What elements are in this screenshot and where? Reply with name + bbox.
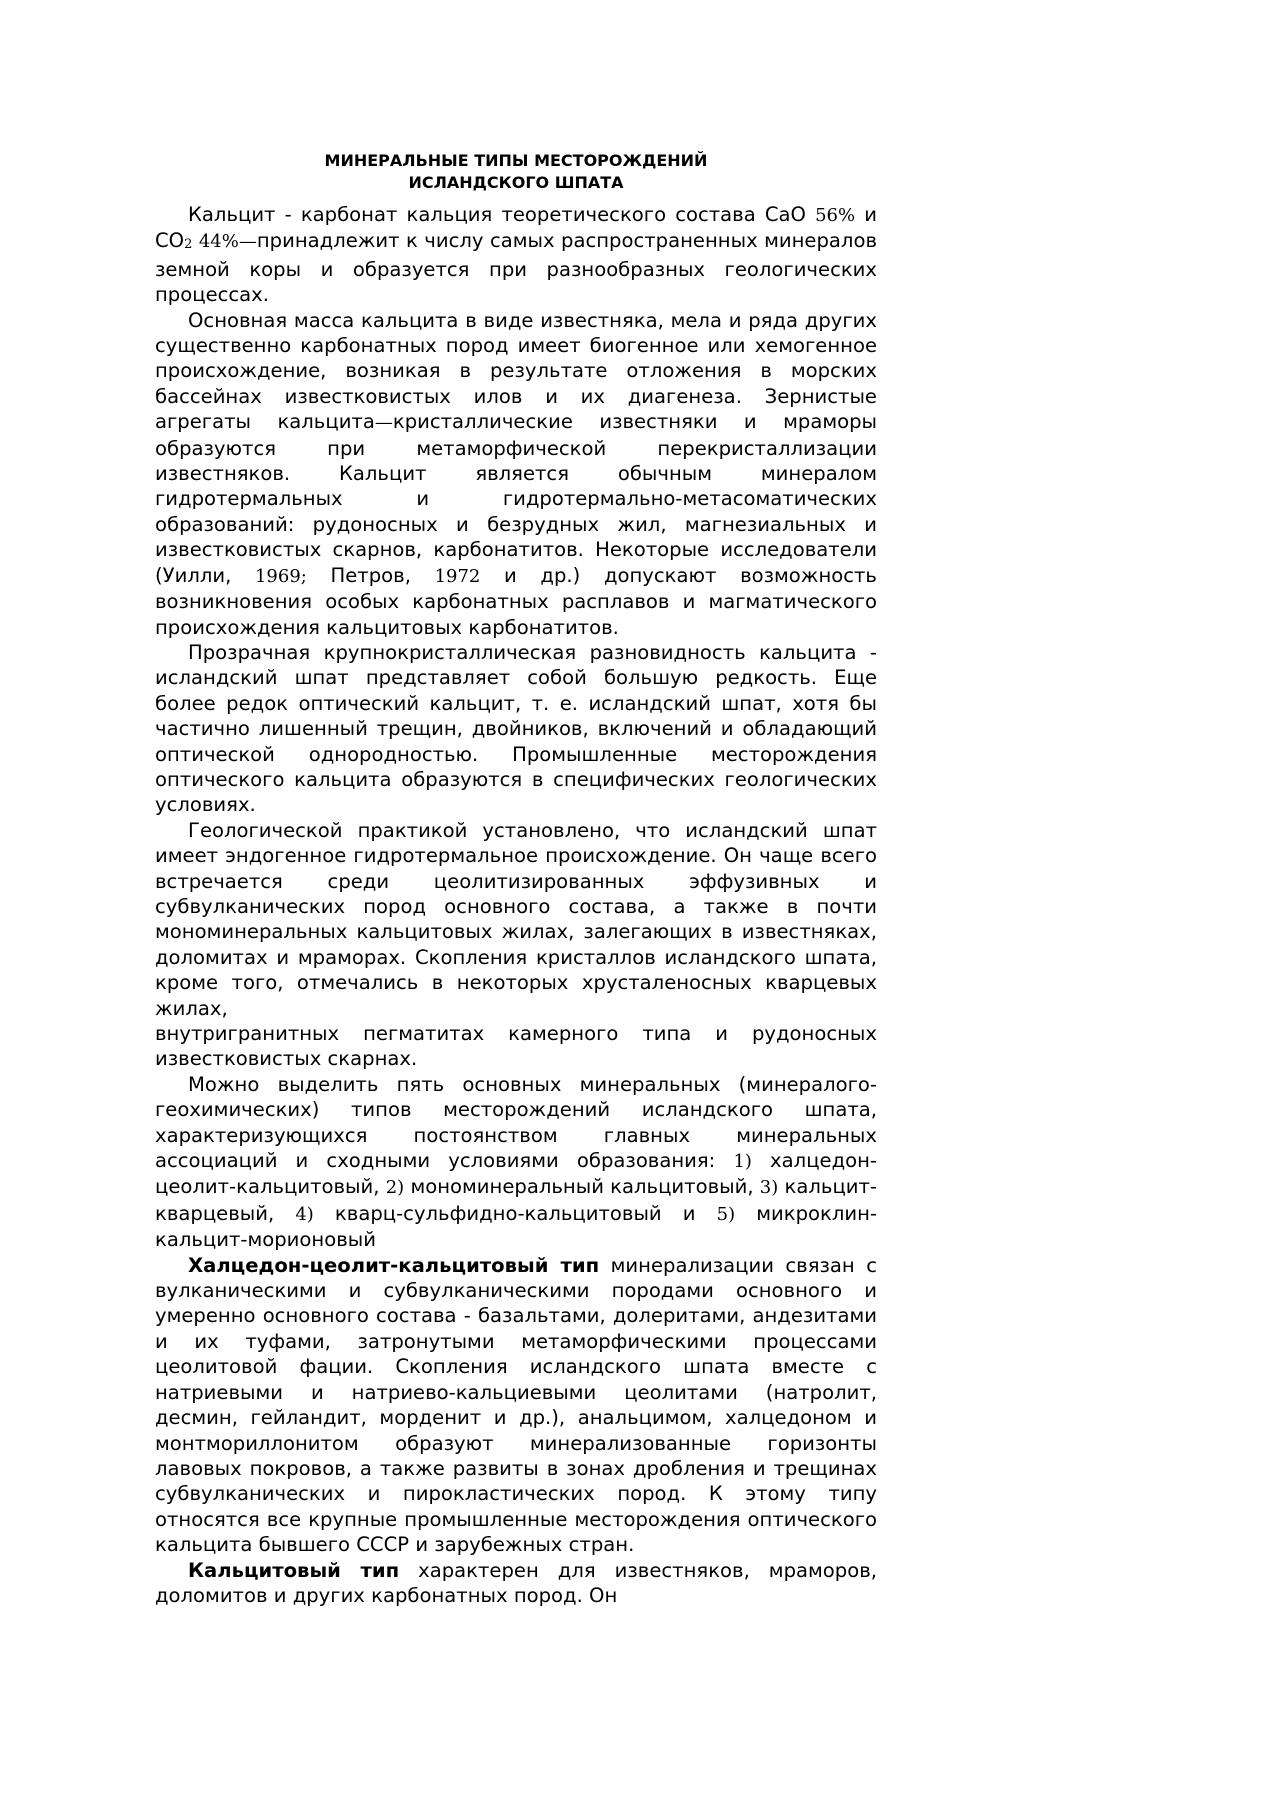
p5-text-d: кальцит-кварцевый, bbox=[155, 1175, 877, 1225]
p1-text-a: Кальцит - карбонат кальция теоретического состава CaO bbox=[188, 203, 816, 226]
p2-text-a: Основная масса кальцита в виде известняка, мела и ряда других существенно карбонатных пород имеет биогенное или хемогенное происхождение, возникая в результате отложения в морских бассейнах известковистых илов и их диагенеза. Зернистые агрегаты кальцита bbox=[155, 308, 877, 434]
p1-text-d: принадлежит к числу самых распространенных минералов земной коры и образуется при разнообразных геологических процессах. bbox=[155, 229, 877, 307]
paragraph-1 bbox=[155, 202, 877, 308]
paragraph-2 bbox=[155, 308, 877, 640]
p5-text-b: халцедон-цеолит-кальцитовый, bbox=[155, 1149, 877, 1199]
p2-text-c: Петров, bbox=[306, 563, 435, 587]
title-line-2: ИСЛАНДСКОГО ШПАТА bbox=[408, 173, 624, 192]
p2-dash: — bbox=[374, 412, 393, 434]
paragraph-4 bbox=[155, 818, 877, 1072]
p5-num-1: 1) bbox=[733, 1151, 752, 1173]
paragraph-6 bbox=[155, 1253, 877, 1558]
document-page bbox=[155, 150, 877, 1608]
p5-text-f: микроклин-кальцит-морионовый bbox=[155, 1201, 877, 1252]
p5-text-a: Можно выделить пять основных минеральных (минералого-геохимических) типов месторождений исландского шпата, характеризующихся постоянством главных минеральных ассоциаций и сходными условиями образования: bbox=[155, 1072, 877, 1173]
p1-co2-percent: 44%— bbox=[198, 231, 257, 253]
document-title bbox=[155, 150, 877, 194]
p6-text: минерализации связан с вулканическими и субвулканическими породами основного и умеренно основного состава - базальтами, долеритами, андезитами и их туфами, затронутыми метаморфическими процессами цеолитовой фации. Скопления исландского шпата вместе с натриевыми и натриево-кальциевыми цеолитами (натролит, десмин, гейландит, морденит и др.), анальцимом, халцедоном и монтмориллонитом образуют минерализованные горизонты лавовых покровов, а также развиты в зонах дробления и трещинах субвулканических и пирокластических пород. К этому типу относятся все крупные промышленные месторождения оптического кальцита бывшего СССР и зарубежных стран. bbox=[155, 1253, 877, 1557]
title-line-1: МИНЕРАЛЬНЫЕ ТИПЫ МЕСТОРОЖДЕНИЙ bbox=[324, 151, 708, 170]
p2-year-1: 1969; bbox=[254, 565, 307, 587]
p5-num-5: 5) bbox=[716, 1203, 736, 1225]
p7-text: характерен для известняков, мраморов, доломитов и других карбонатных пород. Он bbox=[155, 1558, 877, 1607]
p7-heading: Кальцитовый тип bbox=[188, 1558, 400, 1582]
paragraph-3: Прозрачная крупнокристаллическая разновидность кальцита - исландский шпат представляет собой большую редкость. Еще более редок оптический кальцит, т. е. исландский шпат, хотя бы частично лишенный трещин, двойников, включений и обладающий оптической однородностью. Промышленные месторождения оптического кальцита образуются в специфических геологических условиях. bbox=[155, 640, 877, 817]
p5-num-2: 2) bbox=[385, 1177, 405, 1199]
p2-text-d: и др.) допускают возможность возникновения особых карбонатных расплавов и магматического происхождения кальцитовых карбонатитов. bbox=[155, 563, 877, 639]
p5-num-4: 4) bbox=[295, 1203, 314, 1225]
p2-text-b: кристаллические известняки и мраморы образуются при метаморфической перекристаллизации известняков. Кальцит является обычным минералом гидротермальных и гидротермально-метасоматических образований: рудоносных и безрудных жил, магнезиальных и известковистых скарнов, карбонатитов. Некоторые исследователи (Уилли, bbox=[155, 410, 877, 587]
p4-text-b: внутригранитных пегматитах камерного типа и рудоносных известковистых скарнах. bbox=[155, 1022, 877, 1071]
p2-year-2: 1972 bbox=[434, 565, 481, 587]
p4-text-a: Геологической практикой установлено, что исландский шпат имеет эндогенное гидротермальное происхождение. Он чаще всего встречается среди цеолитизированных эффузивных и субвулканических пород основного состава, а также в почти мономинеральных кальцитовых жилах, залегающих в известняках, доломитах и мраморах. Скопления кристаллов исландского шпата, кроме того, отмечались в некоторых хрусталеносных кварцевых жилах, bbox=[155, 818, 877, 1020]
p5-text-c: мономинеральный кальцитовый, bbox=[404, 1175, 760, 1199]
paragraph-5 bbox=[155, 1072, 877, 1253]
paragraph-7 bbox=[155, 1558, 877, 1609]
p5-text-e: кварц-сульфидно-кальцитовый и bbox=[313, 1201, 717, 1225]
p1-cao-percent: 56% bbox=[815, 205, 856, 226]
p1-subscript: 2 bbox=[184, 237, 193, 253]
p1-text-b: и CO bbox=[155, 203, 877, 253]
p5-num-3: 3) bbox=[759, 1177, 779, 1199]
p6-heading: Халцедон-цеолит-кальцитовый тип bbox=[188, 1253, 600, 1277]
